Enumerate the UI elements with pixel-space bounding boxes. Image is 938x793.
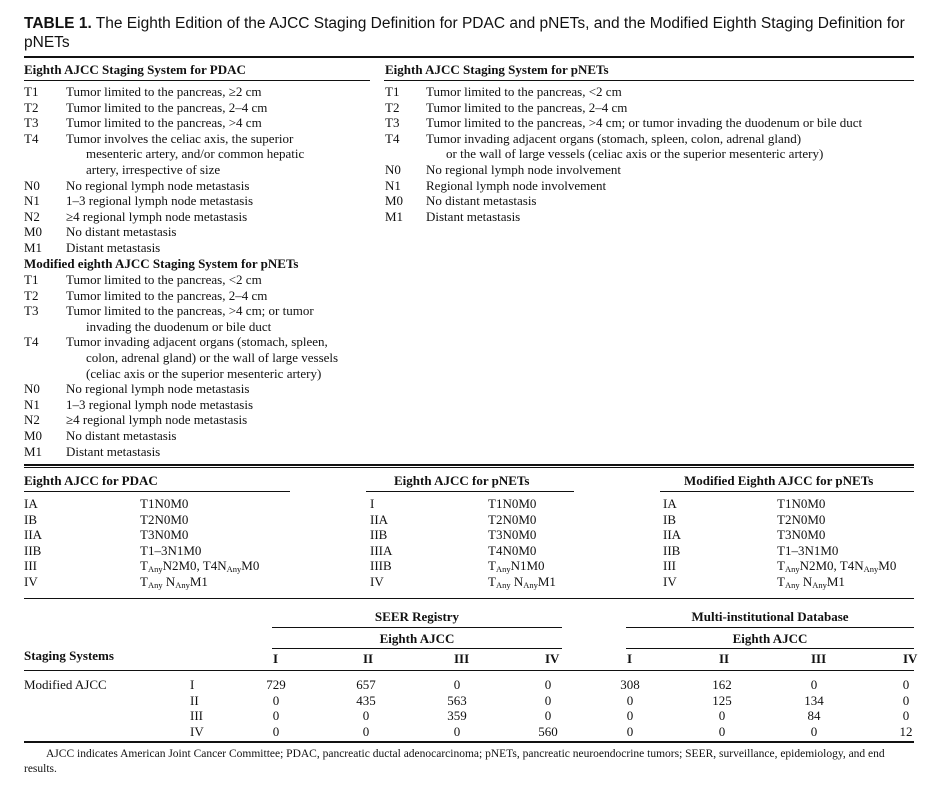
- seer-cell-r3-c2: 0: [362, 708, 370, 724]
- pdac-stage-iii: III: [24, 558, 37, 574]
- stage-modified-rule: [660, 491, 914, 492]
- multi-cell-r4-c2: 0: [718, 723, 726, 739]
- pdac-stage-def-ia: T1N0M0: [140, 496, 189, 511]
- seer-col-header-iii: III: [454, 651, 470, 666]
- pnet-stage-iiib: IIIB: [370, 558, 392, 574]
- footnote-text: AJCC indicates American Joint Cancer Committee; PDAC, pancreatic ductal adenocarcinoma; pNETs, pancreatic neuroendocrine tumors; SEER, surveillance, epidemiology, and end results.: [24, 748, 885, 775]
- pnet-desc-m0: No distant metastasis: [426, 193, 537, 209]
- seer-eighth-label: Eighth AJCC: [379, 631, 455, 646]
- multi-cell-r1-c4: 0: [902, 677, 910, 692]
- pnet-stage-def-i: T1N0M0: [488, 496, 537, 511]
- multi-eighth-rule: [626, 648, 914, 649]
- top-rule: [24, 56, 914, 58]
- crosstab-row-label-iii: III: [190, 708, 203, 724]
- stage-section-rule-2: [24, 467, 914, 468]
- pdac-stage-iv: IV: [24, 574, 38, 589]
- multi-cell-r2-c4: 0: [902, 692, 910, 708]
- crosstab-top-rule: [24, 598, 914, 599]
- seer-cell-r2-c4: 0: [544, 692, 552, 708]
- pdac-desc-t4-line-3: artery, irrespective of size: [86, 162, 221, 177]
- modified-stage-def-iv: $T_{Any}$ $N_{Any}M1$: [777, 574, 845, 590]
- pdac-code-t2: T2: [24, 99, 39, 115]
- modified-stage-def-ia: T1N0M0: [777, 496, 826, 511]
- modified-desc-t4: Tumor invading adjacent organs (stomach, spleen,: [66, 334, 328, 350]
- stage-pnet-rule: [366, 491, 574, 492]
- seer-cell-r3-c1: 0: [272, 708, 280, 724]
- modified-stage-def-iib: T1–3N1M0: [777, 542, 839, 558]
- modified-desc-m0: No distant metastasis: [66, 428, 177, 443]
- modified-desc-n1: 1–3 regional lymph node metastasis: [66, 396, 254, 412]
- modified-desc-n0: No regional lymph node metastasis: [66, 381, 250, 397]
- pdac-desc-n2: ≥4 regional lymph node metastasis: [66, 208, 248, 224]
- modified-code-m1: M1: [24, 443, 43, 459]
- footnote: [24, 747, 914, 777]
- pdac-code-n1: N1: [24, 193, 40, 209]
- pnet-code-t2: T2: [385, 99, 400, 115]
- pdac-desc-n1: 1–3 regional lymph node metastasis: [66, 193, 254, 209]
- pdac-code-n2: N2: [24, 208, 40, 224]
- pdac-stage-def-ib: T2N0M0: [140, 511, 189, 527]
- modified-code-t3: T3: [24, 303, 39, 319]
- seer-cell-r1-c4: 0: [544, 677, 552, 692]
- multi-col-header-ii: II: [719, 651, 730, 666]
- pdac-code-m1: M1: [24, 240, 43, 255]
- pdac-code-t4: T4: [24, 130, 39, 146]
- pnet-code-n0: N0: [385, 162, 401, 177]
- stage-header-pdac: Eighth AJCC for PDAC: [24, 473, 158, 488]
- seer-cell-r1-c2: 657: [356, 677, 376, 692]
- pdac-desc-t4: Tumor involves the celiac axis, the superior: [66, 130, 294, 146]
- table-caption: [24, 14, 914, 52]
- seer-col-header-iv: IV: [545, 651, 560, 666]
- stage-header-pnet: Eighth AJCC for pNETs: [394, 473, 530, 488]
- pnet-heading-rule: [384, 80, 914, 81]
- modified-code-t1: T1: [24, 272, 39, 287]
- pnet-code-t3: T3: [385, 115, 400, 131]
- seer-cell-r2-c1: 0: [272, 692, 280, 708]
- pdac-desc-m0: No distant metastasis: [66, 224, 177, 240]
- multi-col-header-iii: III: [811, 651, 827, 666]
- pnet-desc-m1: Distant metastasis: [426, 208, 521, 224]
- pdac-code-m0: M0: [24, 224, 43, 240]
- modified-stage-iia: IIA: [663, 527, 682, 543]
- pnet-stage-iiia: IIIA: [370, 542, 393, 558]
- pnet-stage-def-iv: $T_{Any}$ $N_{Any}M1$: [488, 574, 556, 590]
- modified-stage-iii: III: [663, 558, 676, 574]
- pnet-desc-t4-line-2: or the wall of large vessels (celiac axis or the superior mesenteric artery): [446, 146, 824, 162]
- pdac-desc-n0: No regional lymph node metastasis: [66, 177, 250, 193]
- crosstab-header-rule: [24, 670, 914, 671]
- pdac-heading: Eighth AJCC Staging System for PDAC: [24, 62, 246, 77]
- seer-cell-r4-c1: 0: [272, 723, 280, 739]
- modified-code-t2: T2: [24, 287, 39, 303]
- seer-cell-r2-c3: 563: [447, 692, 467, 708]
- seer-cell-r4-c3: 0: [453, 723, 461, 739]
- pnet-code-t1: T1: [385, 84, 400, 99]
- multi-rule: [626, 627, 914, 628]
- pdac-stage-def-iib: T1–3N1M0: [140, 542, 202, 558]
- seer-col-header-ii: II: [363, 651, 374, 666]
- multi-col-header-i: I: [627, 651, 633, 666]
- pnet-heading: Eighth AJCC Staging System for pNETs: [385, 62, 609, 77]
- seer-cell-r3-c3: 359: [447, 708, 467, 724]
- multi-cell-r4-c4: 12: [899, 723, 913, 739]
- pdac-code-t1: T1: [24, 84, 39, 99]
- pdac-stage-ib: IB: [24, 511, 37, 527]
- pnet-stage-iv: IV: [370, 574, 384, 589]
- pdac-desc-t2: Tumor limited to the pancreas, 2–4 cm: [66, 99, 268, 115]
- multi-cell-r3-c2: 0: [718, 708, 726, 724]
- pdac-stage-iia: IIA: [24, 527, 43, 543]
- pnet-code-t4: T4: [385, 130, 400, 146]
- pdac-stage-def-iia: T3N0M0: [140, 527, 189, 543]
- modified-desc-m1: Distant metastasis: [66, 443, 161, 459]
- modified-code-n1: N1: [24, 396, 40, 412]
- seer-label: SEER Registry: [374, 609, 460, 624]
- crosstab-row-label-ii: II: [190, 692, 199, 708]
- pdac-code-n0: N0: [24, 177, 40, 193]
- pnet-stage-def-iiib: $T_{Any}N1M0$: [488, 558, 545, 575]
- modified-stage-iib: IIB: [663, 542, 681, 558]
- stage-section-rule: [24, 464, 914, 466]
- modified-desc-t3: Tumor limited to the pancreas, >4 cm; or tumor: [66, 303, 314, 319]
- multi-cell-r2-c2: 125: [712, 692, 732, 708]
- modified-desc-t1: Tumor limited to the pancreas, <2 cm: [66, 272, 262, 287]
- bottom-rule: [24, 741, 914, 743]
- pdac-stage-iib: IIB: [24, 542, 42, 558]
- modified-desc-t4-line-3: (celiac axis or the superior mesenteric artery): [86, 365, 322, 381]
- pnet-desc-t4: Tumor invading adjacent organs (stomach, spleen, colon, adrenal gland): [426, 130, 802, 146]
- pdac-stage-ia: IA: [24, 496, 38, 511]
- multi-cell-r3-c4: 0: [902, 708, 910, 724]
- multi-cell-r2-c3: 134: [804, 692, 824, 708]
- pnet-stage-iib: IIB: [370, 527, 388, 543]
- pnet-code-n1: N1: [385, 177, 401, 193]
- modified-code-t4: T4: [24, 334, 39, 350]
- pdac-desc-m1: Distant metastasis: [66, 240, 161, 255]
- pnet-desc-t2: Tumor limited to the pancreas, 2–4 cm: [426, 99, 628, 115]
- modified-stage-def-iia: T3N0M0: [777, 527, 826, 543]
- modified-code-m0: M0: [24, 428, 43, 443]
- multi-cell-r1-c1: 308: [620, 677, 640, 692]
- pdac-desc-t3: Tumor limited to the pancreas, >4 cm: [66, 115, 262, 131]
- pnet-stage-iia: IIA: [370, 511, 389, 527]
- multi-cell-r1-c2: 162: [712, 677, 732, 692]
- modified-stage-ib: IB: [663, 511, 676, 527]
- seer-cell-r4-c4: 560: [538, 723, 558, 739]
- seer-eighth-rule: [272, 648, 562, 649]
- pdac-stage-def-iv: $T_{Any}$ $N_{Any}M1$: [140, 574, 208, 590]
- seer-cell-r4-c2: 0: [362, 723, 370, 739]
- stage-header-modified: Modified Eighth AJCC for pNETs: [684, 473, 874, 488]
- modified-stage-ia: IA: [663, 496, 677, 511]
- pnet-desc-n0: No regional lymph node involvement: [426, 162, 621, 177]
- row-group-label: Modified AJCC: [24, 677, 107, 692]
- pnet-stage-def-iiia: T4N0M0: [488, 542, 537, 558]
- modified-code-n2: N2: [24, 412, 40, 428]
- modified-code-n0: N0: [24, 381, 40, 397]
- modified-stage-def-iii: $T_{Any}N2M0$, $T4N_{Any}M0$: [777, 558, 897, 575]
- modified-desc-t2: Tumor limited to the pancreas, 2–4 cm: [66, 287, 268, 303]
- modified-desc-t3-line-2: invading the duodenum or bile duct: [86, 318, 272, 334]
- seer-rule: [272, 627, 562, 628]
- multi-cell-r3-c3: 84: [807, 708, 821, 724]
- seer-col-header-i: I: [273, 651, 279, 666]
- staging-systems-label: Staging Systems: [24, 648, 114, 663]
- multi-label: Multi-institutional Database: [691, 609, 849, 624]
- pnet-code-m0: M0: [385, 193, 404, 209]
- modified-desc-t4-line-2: colon, adrenal gland) or the wall of large vessels: [86, 350, 339, 365]
- multi-col-header-iv: IV: [903, 651, 918, 666]
- pnet-stage-def-iia: T2N0M0: [488, 511, 537, 527]
- seer-cell-r1-c1: 729: [266, 677, 286, 692]
- multi-cell-r4-c1: 0: [626, 723, 634, 739]
- pdac-stage-def-iii: $T_{Any}N2M0$, $T4N_{Any}M0$: [140, 558, 260, 575]
- multi-cell-r4-c3: 0: [810, 723, 818, 739]
- pdac-heading-rule: [24, 80, 370, 81]
- pnet-desc-t1: Tumor limited to the pancreas, <2 cm: [426, 84, 622, 99]
- seer-cell-r2-c2: 435: [356, 692, 376, 708]
- pnet-code-m1: M1: [385, 208, 404, 224]
- multi-cell-r3-c1: 0: [626, 708, 634, 724]
- crosstab-row-label-i: I: [190, 677, 195, 692]
- pdac-desc-t1: Tumor limited to the pancreas, ≥2 cm: [66, 84, 262, 99]
- pnet-desc-t3: Tumor limited to the pancreas, >4 cm; or tumor invading the duodenum or bile duct: [426, 115, 863, 131]
- table-title: The Eighth Edition of the AJCC Staging Definition for PDAC and pNETs, and the Modified Eighth Staging Definition for pNETs: [24, 15, 905, 51]
- seer-cell-r3-c4: 0: [544, 708, 552, 724]
- pdac-code-t3: T3: [24, 115, 39, 131]
- pdac-desc-t4-line-2: mesenteric artery, and/or common hepatic: [86, 146, 305, 162]
- modified-stage-def-ib: T2N0M0: [777, 511, 826, 527]
- modified-desc-n2: ≥4 regional lymph node metastasis: [66, 412, 248, 428]
- modified-stage-iv: IV: [663, 574, 677, 589]
- multi-cell-r2-c1: 0: [626, 692, 634, 708]
- multi-eighth-label: Eighth AJCC: [732, 631, 808, 646]
- pnet-stage-def-iib: T3N0M0: [488, 527, 537, 543]
- multi-cell-r1-c3: 0: [810, 677, 818, 692]
- pnet-desc-n1: Regional lymph node involvement: [426, 177, 607, 193]
- seer-cell-r1-c3: 0: [453, 677, 461, 692]
- crosstab-row-label-iv: IV: [190, 723, 204, 739]
- stage-pdac-rule: [24, 491, 290, 492]
- modified-heading: Modified eighth AJCC Staging System for pNETs: [24, 256, 299, 271]
- table-label: TABLE 1.: [24, 15, 92, 32]
- pnet-stage-i: I: [370, 496, 375, 511]
